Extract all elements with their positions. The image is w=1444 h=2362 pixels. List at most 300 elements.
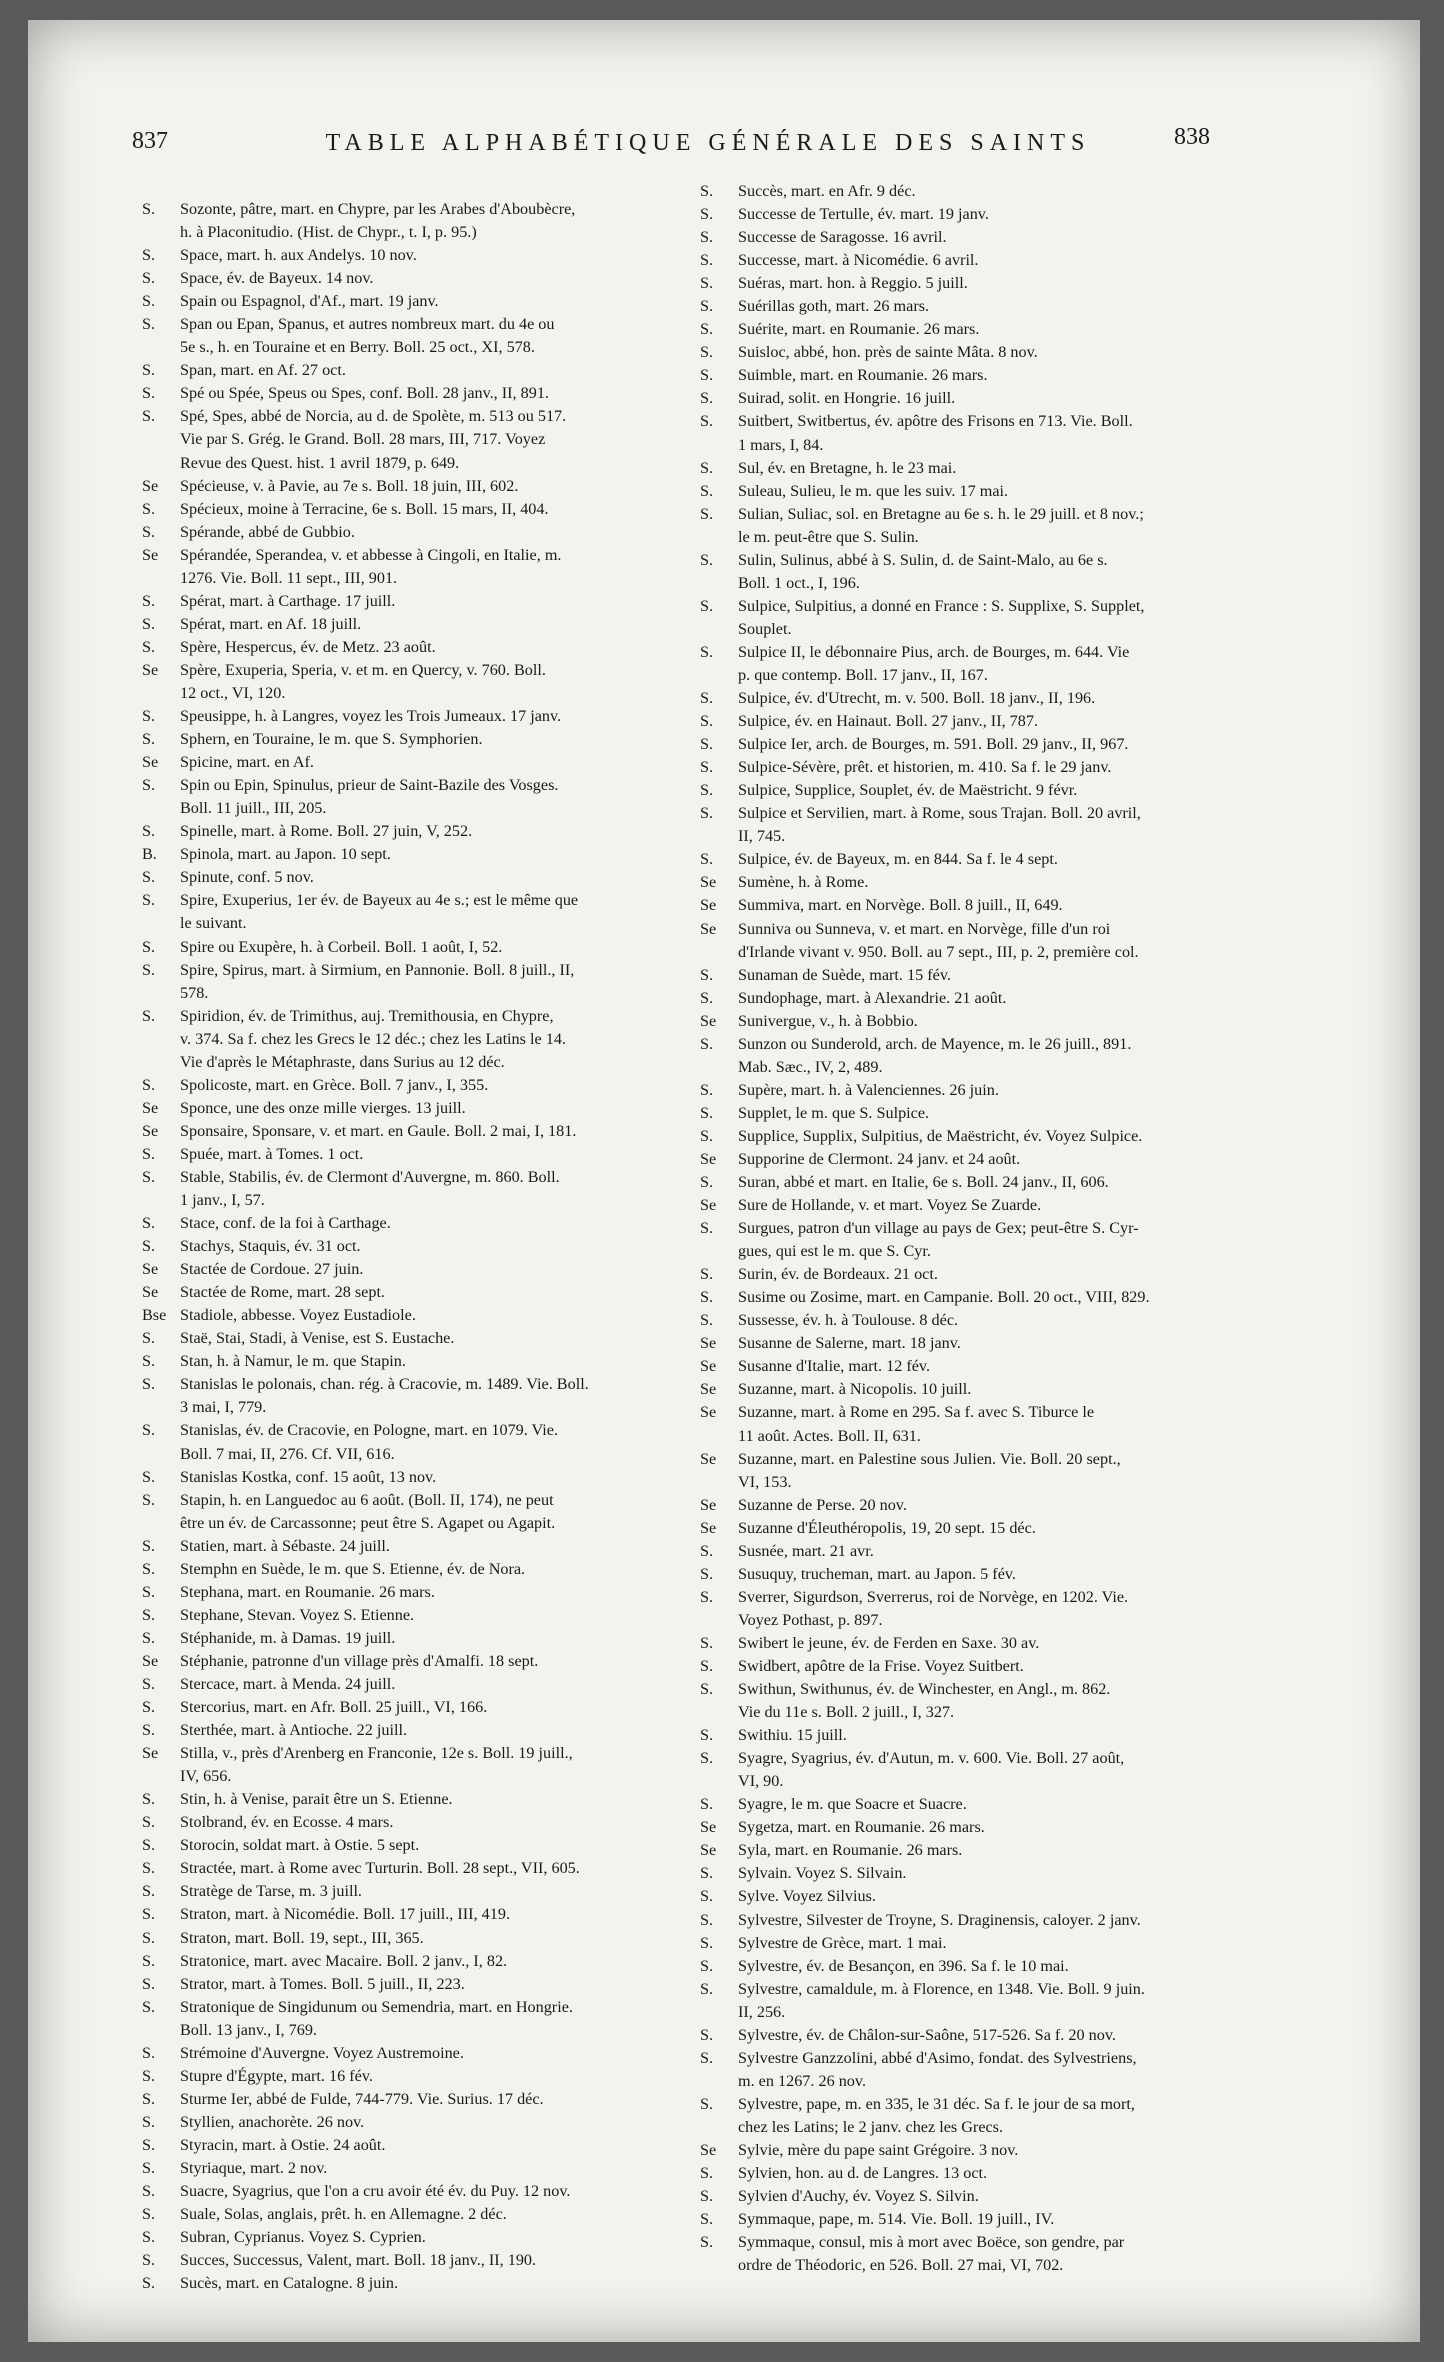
index-entry-line — [700, 1125, 1262, 1148]
entry-prefix: S. — [142, 1628, 156, 1647]
index-entry-line — [142, 313, 698, 336]
index-entry-line — [700, 595, 1262, 618]
entry-prefix: Se — [700, 919, 717, 938]
entry-text: Sphern, en Touraine, le m. que S. Symphorien. — [180, 730, 483, 749]
entry-text: Vie du 11e s. Boll. 2 juill., I, 327. — [738, 1703, 955, 1722]
index-entry-line — [142, 2042, 698, 2065]
entry-text: Strémoine d'Auvergne. Voyez Austremoine. — [180, 2043, 464, 2062]
entry-text: Sussesse, év. h. à Toulouse. 8 déc. — [738, 1311, 959, 1330]
entry-prefix — [142, 428, 180, 451]
entry-text: Stemphn en Suède, le m. que S. Etienne, év. de Nora. — [180, 1559, 526, 1578]
index-entry-line — [700, 1978, 1262, 2001]
entry-prefix — [700, 825, 738, 848]
entry-text: Suzanne d'Éleuthéropolis, 19, 20 sept. 15 déc. — [738, 1518, 1036, 1537]
entry-prefix: S. — [142, 2112, 156, 2131]
entry-prefix: S. — [700, 1749, 714, 1768]
entry-prefix: S. — [142, 1144, 156, 1163]
index-entry-line — [700, 549, 1262, 572]
entry-text: 12 oct., VI, 120. — [180, 683, 286, 702]
index-entry-line — [142, 797, 698, 820]
entry-text: Stachys, Staquis, év. 31 oct. — [180, 1237, 361, 1256]
index-entry-line — [142, 1696, 698, 1719]
index-entry-line — [700, 1263, 1262, 1286]
entry-prefix — [142, 912, 180, 935]
entry-text: Sundophage, mart. à Alexandrie. 21 août. — [738, 988, 1007, 1007]
entry-text: Sumène, h. à Rome. — [738, 873, 869, 892]
index-entry-line — [700, 733, 1262, 756]
entry-prefix: S. — [700, 1103, 714, 1122]
index-entry-line — [700, 1862, 1262, 1885]
index-entry-line — [142, 2088, 698, 2111]
entry-prefix: S. — [142, 315, 156, 334]
index-entry-line — [700, 710, 1262, 733]
entry-text: Spérat, mart. à Carthage. 17 juill. — [180, 591, 396, 610]
entry-prefix: S. — [142, 730, 156, 749]
index-entry-line — [700, 1839, 1262, 1862]
entry-prefix: Se — [700, 1449, 717, 1468]
index-entry-line — [142, 1189, 698, 1212]
entry-prefix: Se — [142, 1651, 159, 1670]
entry-text: chez les Latins; le 2 janv. chez les Grecs. — [738, 2117, 1004, 2136]
entry-text: Stolbrand, év. en Ecosse. 4 mars. — [180, 1813, 394, 1832]
entry-text: Sure de Hollande, v. et mart. Voyez Se Zuarde. — [738, 1196, 1042, 1215]
index-entry-line — [700, 1148, 1262, 1171]
entry-text: Stapin, h. en Languedoc au 6 août. (Boll. II, 174), ne peut — [180, 1490, 554, 1509]
entry-text: 11 août. Actes. Boll. II, 631. — [738, 1426, 921, 1445]
entry-prefix: S. — [142, 1882, 156, 1901]
entry-prefix — [142, 1396, 180, 1419]
entry-text: Boll. 7 mai, II, 276. Cf. VII, 616. — [180, 1444, 395, 1463]
entry-text: Syagre, Syagrius, év. d'Autun, m. v. 600. Vie. Boll. 27 août, — [738, 1749, 1125, 1768]
entry-prefix: S. — [142, 1974, 156, 1993]
entry-prefix: Se — [142, 753, 159, 772]
entry-prefix: S. — [142, 2251, 156, 2270]
entry-prefix: S. — [142, 937, 156, 956]
entry-text: Suzanne, mart. à Nicopolis. 10 juill. — [738, 1380, 972, 1399]
entry-prefix: S. — [700, 781, 714, 800]
index-entry-line — [700, 272, 1262, 295]
entry-text: h. à Placonitudio. (Hist. de Chypr., t. I, p. 95.) — [180, 223, 477, 242]
index-entry-line — [142, 1880, 698, 1903]
entry-text: Space, mart. h. aux Andelys. 10 nov. — [180, 246, 417, 265]
index-entry-line — [700, 1494, 1262, 1517]
entry-prefix: S. — [700, 504, 714, 523]
entry-prefix: S. — [700, 1910, 714, 1929]
entry-prefix: S. — [700, 1541, 714, 1560]
index-entry-line — [142, 1512, 698, 1535]
index-entry-line — [142, 1396, 698, 1419]
index-entry-line — [700, 1909, 1262, 1932]
entry-prefix: S. — [700, 596, 714, 615]
entry-prefix — [142, 1765, 180, 1788]
index-entry-line — [700, 249, 1262, 272]
entry-text: Souplet. — [738, 619, 792, 638]
index-entry-line — [142, 2203, 698, 2226]
index-entry-line — [700, 526, 1262, 549]
index-entry-line — [700, 1632, 1262, 1655]
index-entry-line — [142, 1834, 698, 1857]
entry-prefix — [700, 2001, 738, 2024]
index-entry-line — [142, 2226, 698, 2249]
index-entry-line — [142, 1627, 698, 1650]
index-entry-line — [142, 1950, 698, 1973]
entry-prefix: S. — [700, 712, 714, 731]
index-entry-line — [700, 1240, 1262, 1263]
entry-prefix: S. — [142, 776, 156, 795]
entry-prefix: S. — [700, 965, 714, 984]
index-entry-line — [142, 1857, 698, 1880]
entry-text: Spé, Spes, abbé de Norcia, au d. de Spolète, m. 513 ou 517. — [180, 407, 567, 426]
entry-prefix: S. — [142, 269, 156, 288]
entry-prefix: S. — [142, 1559, 156, 1578]
entry-text: Sulpice, év. d'Utrecht, m. v. 500. Boll. 18 janv., II, 196. — [738, 689, 1096, 708]
index-entry-line — [142, 2065, 698, 2088]
index-entry-line — [700, 1747, 1262, 1770]
entry-prefix: S. — [142, 591, 156, 610]
entry-prefix: S. — [700, 1173, 714, 1192]
index-entry-line — [700, 1655, 1262, 1678]
entry-text: Sylvestre Ganzzolini, abbé d'Asimo, fondat. des Sylvestriens, — [738, 2048, 1137, 2067]
entry-text: ordre de Théodoric, en 526. Boll. 27 mai, VI, 702. — [738, 2256, 1064, 2275]
entry-text: Sulpice II, le débonnaire Pius, arch. de Bourges, m. 644. Vie — [738, 642, 1130, 661]
index-entry-line — [700, 2047, 1262, 2070]
entry-text: Sucès, mart. en Catalogne. 8 juin. — [180, 2274, 399, 2293]
entry-prefix: Se — [700, 873, 717, 892]
entry-text: 3 mai, I, 779. — [180, 1398, 267, 1417]
entry-prefix: S. — [700, 1288, 714, 1307]
entry-prefix — [700, 572, 738, 595]
index-entry-line — [142, 866, 698, 889]
index-entry-line — [700, 226, 1262, 249]
entry-text: Sylvain. Voyez S. Silvain. — [738, 1864, 907, 1883]
entry-text: Spain ou Espagnol, d'Af., mart. 19 janv. — [180, 292, 439, 311]
entry-text: Susime ou Zosime, mart. en Campanie. Boll. 20 oct., VIII, 829. — [738, 1288, 1150, 1307]
entry-text: Suérillas goth, mart. 26 mars. — [738, 297, 930, 316]
entry-text: Suzanne de Perse. 20 nov. — [738, 1495, 907, 1514]
index-entry-line — [142, 1005, 698, 1028]
entry-text: Suirad, solit. en Hongrie. 16 juill. — [738, 389, 956, 408]
index-entry-line — [142, 1419, 698, 1442]
entry-prefix: S. — [700, 1265, 714, 1284]
entry-text: Stadiole, abbesse. Voyez Eustadiole. — [180, 1306, 416, 1325]
entry-prefix: S. — [142, 637, 156, 656]
entry-prefix: S. — [700, 758, 714, 777]
entry-text: Spérat, mart. en Af. 18 juill. — [180, 614, 362, 633]
entry-prefix: S. — [142, 499, 156, 518]
index-entry-line — [142, 2157, 698, 2180]
entry-prefix: Se — [700, 1818, 717, 1837]
index-entry-line — [142, 359, 698, 382]
entry-text: Boll. 13 janv., I, 769. — [180, 2020, 317, 2039]
entry-text: Stratonique de Singidunum ou Semendria, mart. en Hongrie. — [180, 1997, 573, 2016]
entry-prefix: S. — [700, 2048, 714, 2067]
index-entry-line — [700, 618, 1262, 641]
index-entry-line — [142, 336, 698, 359]
entry-text: Sulpice, év. de Bayeux, m. en 844. Sa f. le 4 sept. — [738, 850, 1058, 869]
index-entry-line — [700, 987, 1262, 1010]
entry-text: Sponsaire, Sponsare, v. et mart. en Gaule. Boll. 2 mai, I, 181. — [180, 1121, 577, 1140]
index-entry-line — [142, 1028, 698, 1051]
entry-prefix: S. — [700, 1587, 714, 1606]
index-entry-line — [142, 567, 698, 590]
entry-prefix: Se — [700, 1011, 717, 1030]
index-entry-line — [142, 1535, 698, 1558]
entry-text: Mab. Sæc., IV, 2, 489. — [738, 1057, 883, 1076]
entry-prefix: S. — [142, 2274, 156, 2293]
entry-text: Sylve. Voyez Silvius. — [738, 1887, 876, 1906]
index-entry-line — [142, 1235, 698, 1258]
entry-prefix: S. — [142, 1813, 156, 1832]
index-entry-line — [700, 572, 1262, 595]
index-entry-line — [142, 936, 698, 959]
entry-text: m. en 1267. 26 nov. — [738, 2071, 866, 2090]
index-entry-line — [700, 2208, 1262, 2231]
entry-text: Spire, Exuperius, 1er év. de Bayeux au 4e s.; est le même que — [180, 891, 579, 910]
index-entry-line — [142, 2249, 698, 2272]
entry-prefix: S. — [142, 2158, 156, 2177]
entry-prefix: S. — [700, 1933, 714, 1952]
index-entry-line — [142, 1927, 698, 1950]
entry-text: Suleau, Sulieu, le m. que les suiv. 17 mai. — [738, 481, 1009, 500]
entry-prefix: S. — [700, 1979, 714, 1998]
entry-text: Susanne de Salerne, mart. 18 janv. — [738, 1334, 961, 1353]
index-entry-line — [142, 475, 698, 498]
entry-prefix: S. — [700, 320, 714, 339]
entry-text: Stin, h. à Venise, parait être un S. Etienne. — [180, 1790, 453, 1809]
index-entry-line — [700, 1955, 1262, 1978]
index-entry-line — [700, 1770, 1262, 1793]
entry-text: Susanne d'Italie, mart. 12 fév. — [738, 1357, 931, 1376]
entry-text: Spin ou Epin, Spinulus, prieur de Saint-Bazile des Vosges. — [180, 776, 559, 795]
entry-text: Sul, év. en Bretagne, h. le 23 mai. — [738, 458, 957, 477]
entry-text: Stanislas le polonais, chan. rég. à Cracovie, m. 1489. Vie. Boll. — [180, 1375, 589, 1394]
entry-prefix: S. — [700, 366, 714, 385]
index-entry-line — [700, 1609, 1262, 1632]
entry-prefix: S. — [142, 1997, 156, 2016]
entry-text: Stractée, mart. à Rome avec Turturin. Boll. 28 sept., VII, 605. — [180, 1859, 580, 1878]
entry-prefix: Se — [142, 1260, 159, 1279]
entry-text: Sylvestre, camaldule, m. à Florence, en 1348. Vie. Boll. 9 juin. — [738, 1979, 1145, 1998]
entry-prefix: S. — [700, 642, 714, 661]
index-entry-line — [142, 428, 698, 451]
index-entry-line — [700, 1378, 1262, 1401]
entry-prefix: S. — [700, 1311, 714, 1330]
index-entry-line — [700, 871, 1262, 894]
entry-prefix: S. — [142, 1006, 156, 1025]
entry-prefix — [700, 2070, 738, 2093]
left-column — [142, 198, 698, 2295]
index-entry-line — [142, 590, 698, 613]
index-entry-line — [142, 959, 698, 982]
entry-prefix: S. — [142, 407, 156, 426]
entry-text: Stephana, mart. en Roumanie. 26 mars. — [180, 1582, 435, 1601]
entry-text: 578. — [180, 983, 209, 1002]
entry-text: Stace, conf. de la foi à Carthage. — [180, 1214, 391, 1233]
entry-prefix: S. — [142, 1675, 156, 1693]
entry-text: Swidbert, apôtre de la Frise. Voyez Suitbert. — [738, 1657, 1024, 1675]
entry-prefix: Se — [700, 1403, 717, 1422]
entry-prefix — [700, 1240, 738, 1263]
index-entry-line — [142, 912, 698, 935]
entry-prefix: S. — [142, 868, 156, 887]
index-entry-line — [700, 1309, 1262, 1332]
entry-text: Stanislas, év. de Cracovie, en Pologne, mart. en 1079. Vie. — [180, 1421, 559, 1440]
index-entry-line — [142, 452, 698, 475]
entry-text: Suéras, mart. hon. à Reggio. 5 juill. — [738, 274, 968, 293]
index-entry-line — [700, 802, 1262, 825]
entry-text: Spinute, conf. 5 nov. — [180, 868, 314, 887]
index-entry-line — [142, 2272, 698, 2295]
entry-text: Styllien, anachorète. 26 nov. — [180, 2112, 365, 2131]
index-entry-line — [700, 1217, 1262, 1240]
entry-text: Stéphanide, m. à Damas. 19 juill. — [180, 1628, 396, 1647]
entry-text: Syagre, le m. que Soacre et Suacre. — [738, 1795, 967, 1814]
index-entry-line — [700, 180, 1262, 203]
index-entry-line — [700, 641, 1262, 664]
entry-prefix: S. — [700, 1795, 714, 1814]
entry-prefix: S. — [142, 2205, 156, 2224]
entry-text: Stactée de Rome, mart. 28 sept. — [180, 1283, 385, 1302]
entry-prefix: S. — [700, 1633, 714, 1652]
index-entry-line — [700, 2024, 1262, 2047]
entry-text: Speusippe, h. à Langres, voyez les Trois Jumeaux. 17 janv. — [180, 707, 562, 726]
index-entry-line — [142, 290, 698, 313]
entry-text: Strator, mart. à Tomes. Boll. 5 juill., II, 223. — [180, 1974, 465, 1993]
entry-text: Sterthée, mart. à Antioche. 22 juill. — [180, 1721, 408, 1740]
entry-prefix: Se — [142, 1283, 159, 1302]
index-entry-line — [700, 1517, 1262, 1540]
entry-text: Successe de Saragosse. 16 avril. — [738, 228, 947, 247]
entry-text: Vie par S. Grég. le Grand. Boll. 28 mars, III, 717. Voyez — [180, 430, 546, 449]
entry-text: Sulpice Ier, arch. de Bourges, m. 591. Boll. 29 janv., II, 967. — [738, 735, 1129, 754]
entry-text: Supplet, le m. que S. Sulpice. — [738, 1103, 930, 1122]
entry-prefix: S. — [142, 1605, 156, 1624]
entry-prefix — [142, 1051, 180, 1074]
entry-prefix: S. — [142, 1329, 156, 1348]
entry-text: Sulpice, év. en Hainaut. Boll. 27 janv., II, 787. — [738, 712, 1039, 731]
index-entry-line — [700, 2116, 1262, 2139]
index-entry-line — [142, 198, 698, 221]
entry-prefix — [700, 941, 738, 964]
entry-text: Stable, Stabilis, év. de Clermont d'Auvergne, m. 860. Boll. — [180, 1167, 560, 1186]
entry-prefix: S. — [142, 1490, 156, 1509]
entry-text: Stercace, mart. à Menda. 24 juill. — [180, 1675, 396, 1693]
entry-prefix: Se — [142, 1744, 159, 1763]
entry-text: Spolicoste, mart. en Grèce. Boll. 7 janv., I, 355. — [180, 1075, 489, 1094]
index-entry-line — [700, 1932, 1262, 1955]
entry-text: Suisloc, abbé, hon. près de sainte Mâta. 8 nov. — [738, 343, 1038, 362]
entry-prefix — [142, 1512, 180, 1535]
entry-text: II, 745. — [738, 827, 786, 846]
entry-prefix — [142, 452, 180, 475]
index-entry-line — [142, 1489, 698, 1512]
index-entry-line — [700, 2070, 1262, 2093]
entry-prefix: S. — [142, 1721, 156, 1740]
entry-prefix — [700, 434, 738, 457]
entry-text: Spinola, mart. au Japon. 10 sept. — [180, 845, 391, 864]
entry-text: Stactée de Cordoue. 27 juin. — [180, 1260, 364, 1279]
index-entry-line — [700, 1885, 1262, 1908]
index-entry-line — [700, 1724, 1262, 1747]
index-entry-line — [142, 2111, 698, 2134]
entry-prefix: Se — [700, 2140, 717, 2159]
entry-text: Boll. 1 oct., I, 196. — [738, 573, 860, 592]
entry-prefix: S. — [142, 384, 156, 403]
entry-text: Syla, mart. en Roumanie. 26 mars. — [738, 1841, 963, 1860]
entry-text: Straton, mart. à Nicomédie. Boll. 17 juill., III, 419. — [180, 1905, 510, 1924]
entry-prefix — [142, 1443, 180, 1466]
index-entry-line — [142, 843, 698, 866]
entry-text: Spicine, mart. en Af. — [180, 753, 314, 772]
entry-prefix: S. — [700, 1864, 714, 1883]
entry-text: Sylvestre, Silvester de Troyne, S. Draginensis, caloyer. 2 janv. — [738, 1910, 1141, 1929]
index-entry-line — [700, 2139, 1262, 2162]
entry-text: VI, 153. — [738, 1472, 792, 1491]
book-page — [28, 20, 1420, 2342]
entry-prefix: S. — [700, 297, 714, 316]
index-entry-line — [700, 1448, 1262, 1471]
index-entry-line — [700, 1678, 1262, 1701]
entry-text: Sylvie, mère du pape saint Grégoire. 3 nov. — [738, 2140, 1019, 2159]
index-entry-line — [700, 779, 1262, 802]
entry-text: Storocin, soldat mart. à Ostie. 5 sept. — [180, 1836, 420, 1855]
index-entry-line — [700, 1586, 1262, 1609]
entry-prefix: S. — [142, 822, 156, 841]
index-entry-line — [142, 1973, 698, 1996]
entry-text: Space, év. de Bayeux. 14 nov. — [180, 269, 374, 288]
entry-prefix: S. — [142, 246, 156, 265]
index-entry-line — [142, 1120, 698, 1143]
entry-prefix: S. — [142, 1859, 156, 1878]
entry-text: le m. peut-être que S. Sulin. — [738, 527, 919, 546]
entry-text: Span ou Epan, Spanus, et autres nombreux mart. du 4e ou — [180, 315, 555, 334]
index-entry-line — [142, 2019, 698, 2042]
entry-text: Span, mart. en Af. 27 oct. — [180, 361, 346, 380]
entry-text: Sylvien, hon. au d. de Langres. 13 oct. — [738, 2164, 988, 2183]
index-entry-line — [700, 1010, 1262, 1033]
entry-text: 1 janv., I, 57. — [180, 1191, 265, 1210]
index-entry-line — [142, 405, 698, 428]
index-entry-line — [142, 1327, 698, 1350]
index-entry-line — [142, 1281, 698, 1304]
entry-prefix: S. — [142, 891, 156, 910]
entry-text: Boll. 11 juill., III, 205. — [180, 799, 327, 818]
entry-prefix — [142, 682, 180, 705]
entry-prefix: Se — [142, 545, 159, 564]
entry-text: Suacre, Syagrius, que l'on a cru avoir été év. du Puy. 12 nov. — [180, 2182, 571, 2201]
entry-text: Spé ou Spée, Speus ou Spes, conf. Boll. 28 janv., II, 891. — [180, 384, 549, 403]
entry-text: Revue des Quest. hist. 1 avril 1879, p. 649. — [180, 453, 460, 472]
index-entry-line — [700, 1563, 1262, 1586]
entry-text: Successe, mart. à Nicomédie. 6 avril. — [738, 251, 979, 270]
entry-prefix: S. — [700, 1680, 714, 1699]
index-entry-line — [142, 1811, 698, 1834]
index-entry-line — [142, 682, 698, 705]
index-entry-line — [700, 1425, 1262, 1448]
entry-prefix — [700, 618, 738, 641]
entry-prefix: S. — [700, 2094, 714, 2113]
entry-text: Spiridion, év. de Trimithus, auj. Tremithousia, en Chypre, — [180, 1006, 554, 1025]
entry-text: Spuée, mart. à Tomes. 1 oct. — [180, 1144, 364, 1163]
right-column — [700, 180, 1262, 2277]
entry-text: Stephane, Stevan. Voyez S. Etienne. — [180, 1605, 415, 1624]
index-entry-line — [700, 941, 1262, 964]
entry-prefix: S. — [142, 292, 156, 311]
entry-prefix: Se — [700, 1357, 717, 1376]
entry-text: Successe de Tertulle, év. mart. 19 janv. — [738, 205, 989, 224]
entry-text: Sylvien d'Auchy, év. Voyez S. Silvin. — [738, 2187, 979, 2206]
entry-text: 5e s., h. en Touraine et en Berry. Boll. 25 oct., XI, 578. — [180, 338, 535, 357]
